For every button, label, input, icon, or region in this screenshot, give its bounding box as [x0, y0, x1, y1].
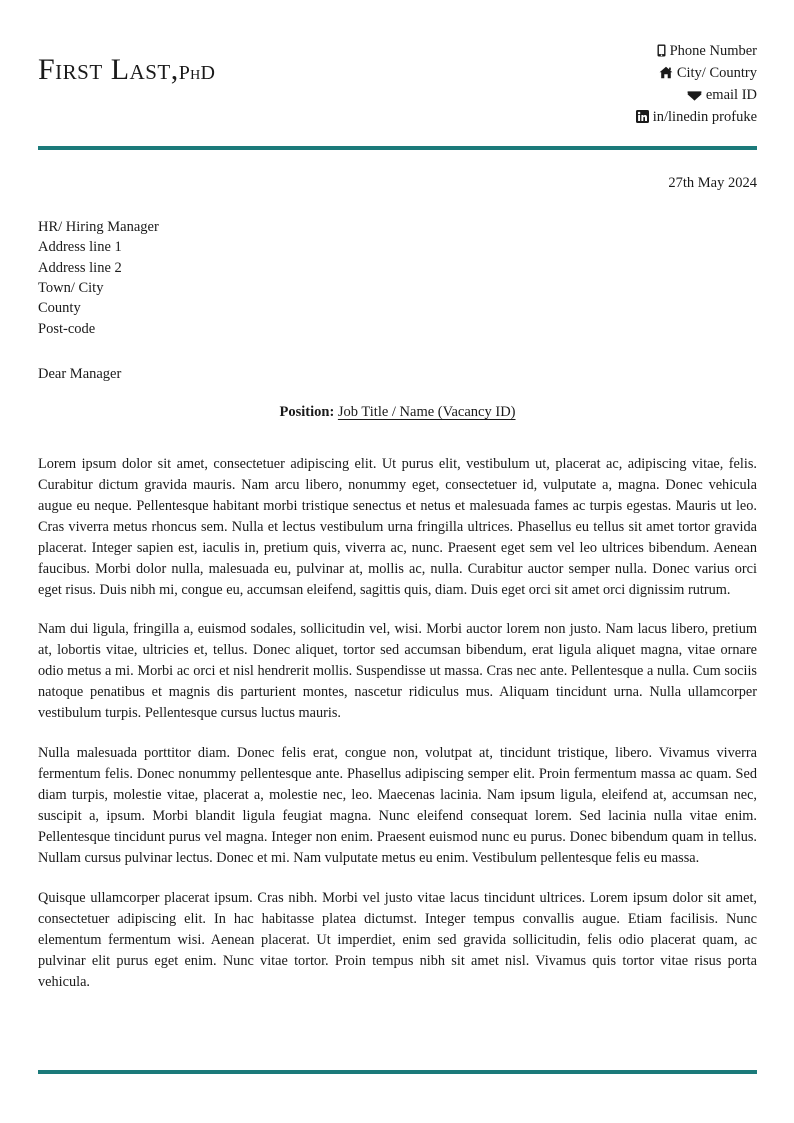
address-line: County: [38, 300, 81, 317]
name-degree: PhD: [178, 62, 216, 84]
footer-divider-rule: [38, 1070, 757, 1074]
name-block: [38, 40, 215, 86]
envelope-icon: [687, 90, 702, 101]
header-divider-rule: [38, 146, 757, 150]
mobile-phone-icon: [657, 44, 666, 57]
letter-date: 27th May 2024: [668, 175, 757, 192]
body-paragraph: Nulla malesuada porttitor diam. Donec felis erat, congue non, volutpat at, tincidunt tristique, libero. Vivamus viverra fermentum felis. Donec nonummy pellentesque ante. Phasellus adipiscing semper elit. Proin fermentum massa ac quam. Sed diam turpis, molestie vitae, placerat a, molestie nec, leo. Maecenas lacinia. Nam ipsum ligula, eleifend at, accumsan nec, suscipit a, ipsum. Morbi blandit ligula feugiat magna. Nunc eleifend consequat lorem. Sed lacinia nulla vitae enim. Pellentesque tincidunt purus vel magna. Integer non enim. Praesent euismod nunc eu purus. Donec bibendum quam in tellus. Nullam cursus pulvinar lectus. Donec et mi. Nam vulputate metus eu enim. Vestibulum pellentesque felis eu massa.: [38, 745, 757, 866]
page-content: [38, 40, 757, 992]
contact-email[interactable]: [636, 84, 757, 106]
contact-email-label: email ID: [705, 87, 757, 104]
linkedin-icon: [636, 110, 649, 123]
address-line: Address line 2: [38, 259, 122, 276]
body-paragraph: Quisque ullamcorper placerat ipsum. Cras nibh. Morbi vel justo vitae lacus tincidunt ultrices. Lorem ipsum dolor sit amet, consectetuer adipiscing elit. In hac habitasse platea dictumst. Integer tempus convallis augue. Etiam facilisis. Nunc elementum fermentum wisi. Aenean placerat. Ut imperdiet, enim sed gravida sollicitudin, felis odio placerat quam, ac pulvinar elit purus eget enim. Nunc vitae tortor. Proin tempus nibh sit amet nisl. Vivamus quis tortor vitae risus porta vehicula.: [38, 889, 757, 990]
contact-linkedin-label: in/linedin profuke: [652, 109, 757, 126]
letter-body: [38, 454, 757, 993]
position-value: Job Title / Name (Vacancy ID): [337, 403, 516, 420]
contact-linkedin[interactable]: [636, 106, 757, 128]
position-line: [38, 404, 757, 421]
name-first: First: [38, 53, 103, 86]
contact-location-label: City/ Country: [676, 65, 757, 82]
contact-phone[interactable]: [636, 40, 757, 62]
address-line: Town/ City: [38, 280, 104, 297]
body-paragraph: Nam dui ligula, fringilla a, euismod sodales, sollicitudin vel, wisi. Morbi auctor lorem non justo. Nam lacus libero, pretium at, lobortis vitae, ultricies et, tellus. Donec aliquet, tortor sed accumsan bibendum, erat ligula aliquet magna, vitae ornare odio metus a mi. Morbi ac orci et nisl hendrerit mollis. Suspendisse ut massa. Cras nec ante. Pellentesque a nulla. Cum sociis natoque penatibus et magnis dis parturient montes, nascetur ridiculus mus. Aliquam tincidunt urna. Nulla ullamcorper vestibulum turpis. Pellentesque cursus luctus mauris.: [38, 621, 757, 722]
contact-location[interactable]: [636, 62, 757, 84]
position-label: Position:: [279, 403, 335, 420]
address-line: Post-code: [38, 320, 96, 337]
page-title: [38, 54, 215, 86]
contact-phone-label: Phone Number: [669, 43, 757, 59]
address-line: Address line 1: [38, 239, 122, 256]
name-separator: ,: [170, 53, 179, 86]
body-paragraph: Lorem ipsum dolor sit amet, consectetuer adipiscing elit. Ut purus elit, vestibulum ut, placerat ac, adipiscing vitae, felis. Curabitur dictum gravida mauris. Nam arcu libero, nonummy eget, consectetuer id, vulputate a, magna. Donec vehicula augue eu neque. Pellentesque habitant morbi tristique senectus et netus et malesuada fames ac turpis egestas. Mauris ut leo. Cras viverra metus rhoncus sem. Nulla et lectus vestibulum urna fringilla ultrices. Phasellus eu tellus sit amet tortor gravida placerat. Integer sapien est, iaculis in, pretium quis, viverra ac, nunc. Praesent eget sem vel leo ultrices bibendum. Aenean faucibus. Morbi dolor nulla, malesuada eu, pulvinar at, mollis ac, nulla. Curabitur auctor semper nulla. Donec varius orci eget risus. Duis nibh mi, congue eu, accumsan eleifend, sagittis quis, diam. Duis eget orci sit amet orci dignissim rutrum.: [38, 455, 757, 598]
home-icon: [659, 66, 673, 79]
contact-block: [636, 40, 757, 128]
name-last: Last: [110, 53, 171, 86]
salutation: Dear Manager: [38, 365, 122, 382]
letter-header: [38, 40, 757, 128]
recipient-address: [38, 217, 757, 339]
address-line: HR/ Hiring Manager: [38, 219, 159, 236]
